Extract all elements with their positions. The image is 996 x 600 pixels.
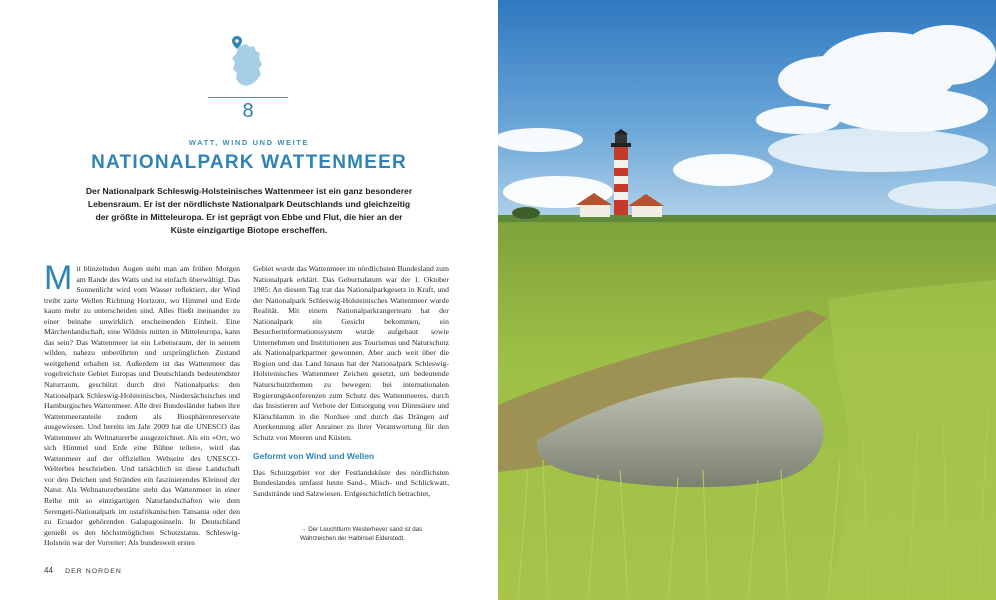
photo-caption (300, 526, 450, 543)
chapter-number: 8 (242, 100, 254, 122)
section-subheading: Geformt von Wind und Wellen (253, 451, 375, 462)
photo-page (498, 0, 996, 600)
body-text-1: it blinzelnden Augen steht man am frühen Morgen am Rande des Watts und ist einfach überwältigt. Das Sonnenlicht wird vom Wasser reflektiert, der Wind treibt zarte Wellen Richtung Horizont, wo Himmel und Erde kaum mehr zu unterscheiden sind. Alles fließt ineinander zu einer beinahe unwirklich erscheinenden Einheit. Eine Märchenlandschaft, eine Wildnis mitten in Mitteleuropa, kann das sein? Das Wattenmeer ist ein Lebensraum, der in seinem wilden, nahezu unberührten und ursprünglichen Zustand weitgehend erhalten ist. Außerdem ist das Wattenmeer das vogelreichste Gebiet Europas und Deutschlands bedeutendster Naturraum, geschützt durch drei Nationalparks: den Nationalpark Schleswig-Holsteinisches, Niedersächsisches und Hamburgisches Wattenmeer. Alle drei Bundesländer haben ihre Wattenmeeranteile zudem als Biosphärenreservate ausgewiesen. Und bereits im Jahr 2009 hat die UNESCO das Wattenmeer als Weltnaturerbe ausgezeichnet. Als ein »Ort, wo sich Himmel und Erde eine Bühne teilen«, wird das Wattenmeer auf der offiziellen Webseite des UNESCO-Welterbes beschrieben. Und tatsächlich ist diese Landschaft vor den Deichen und Stränden ein faszinierendes Kleinod der Natur. Als Weltnaturerbestätte steht das Wattenmeer in einer Reihe mit so einzigartigen Naturlandschaften wie dem Serengeti-Nationalpark im ostafrikanischen Tansania oder den zu Ecuador gehörenden Galapagosinseln. In Deutschland genießt es den höchstmöglichen Schutzstatus. Schleswig-Holstein war der Vorreiter: Als bundesweit erstes (44, 264, 240, 548)
body-column-2 (253, 264, 449, 499)
page-number: 44 (44, 566, 53, 575)
body-text-3: Das Schutzgebiet vor der Festlandsküste des nördlichsten Bundeslandes umfasst heute Sand-, Misch- und Schlickwatt, Sandstrände und Salzwiesen. Erdgeschichtlich betrachtet, (253, 467, 449, 498)
arrow-right-icon: → (300, 526, 307, 533)
drop-cap: M (44, 264, 73, 297)
body-text-2: Gebiet wurde das Wattenmeer im nördlichsten Bundesland zum Nationalpark erklärt. Das Geburtsdatum war der 1. Oktober 1985: An diesem Tag trat das Nationalparkgesetz in Kraft, und der Nationalpark Schleswig-Holsteinisches Wattenmeer wurde Realität. Mit einem Nationalparkrangerteam hat der Nationalpark ein Gesicht bekommen, ein Besucherinformationssystem wurde aufgebaut sowie Unternehmen und Institutionen aus Tourismus und Naturschutz als Nationalparkpartner gewonnen. Aber auch weit über die Region und das Land hinaus hat der Nationalpark Schleswig-Holsteinisches Wattenmeer Zeichen gesetzt, um bedeutende Naturschutzthemen zu bewegen: bei internationalen Regierungskonferenzen zum Schutz des Wattenmeeres, durch das Insistieren auf Verbote der Entsorgung von Dünnsäure und Klärschlamm in die Nordsee und durch das Drängen auf Anerkennung aller Anrainer zu ihrer Verantwortung für den Schutz von Meeren und Küsten. (253, 264, 449, 442)
body-column-1 (44, 264, 240, 554)
chapter-kicker: WATT, WIND UND WEITE (188, 138, 310, 147)
chapter-rule (208, 97, 288, 98)
location-pin-icon (232, 36, 242, 49)
chapter-title: NATIONALPARK WATTENMEER (91, 152, 407, 173)
section-name: DER NORDEN (65, 568, 122, 575)
page-footer (44, 566, 122, 575)
lighthouse-landscape-photo (498, 0, 996, 600)
caption-text: Der Leuchtturm Westerhever sand ist das Wahrzeichen der Halbinsel Eiderstedt. (300, 526, 423, 542)
lead-paragraph: Der Nationalpark Schleswig-Holsteinisches Wattenmeer ist ein ganz besonderer Lebensraum. Er ist der nördlichste Nationalpark Deutschlands und gleichzeitig der größte in Mitteleuropa. Er ist geprägt von Ebbe und Flut, die hier an der Küste einzigartige Biotope erscheffen. (85, 186, 413, 235)
